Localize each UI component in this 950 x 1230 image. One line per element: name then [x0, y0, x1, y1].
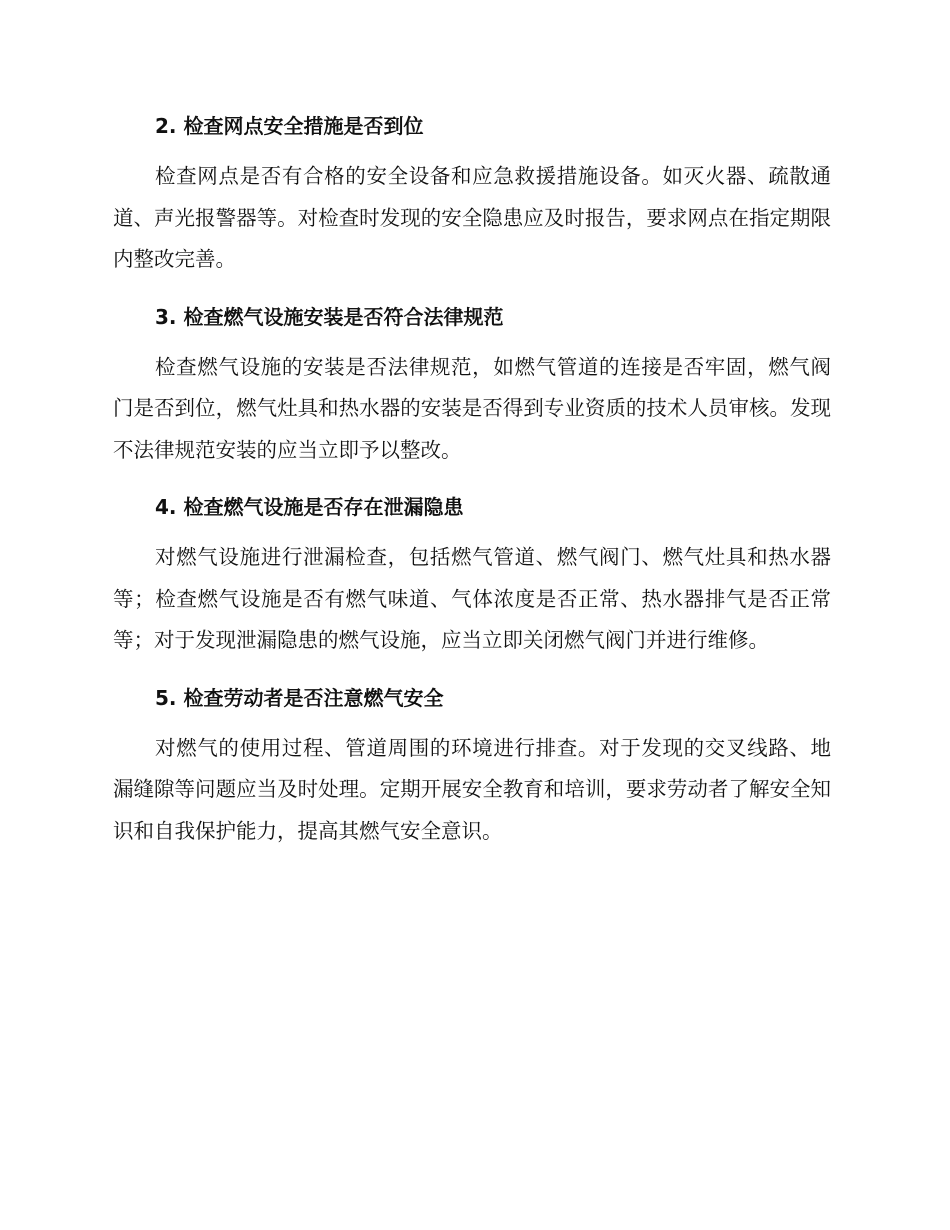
section-paragraph: 检查燃气设施的安装是否法律规范，如燃气管道的连接是否牢固，燃气阀门是否到位，燃气灶具和热水器的安装是否得到专业资质的技术人员审核。发现不法律规范安装的应当立即予以整改。	[113, 354, 831, 462]
section-heading: 4. 检查燃气设施是否存在泄漏隐患	[155, 495, 464, 519]
section-installation-compliance	[113, 301, 831, 472]
section-network-safety	[113, 110, 831, 281]
section-heading: 5. 检查劳动者是否注意燃气安全	[155, 685, 444, 710]
section-paragraph: 对燃气设施进行泄漏检查，包括燃气管道、燃气阀门、燃气灶具和热水器等；检查燃气设施是否有燃气味道、气体浓度是否正常、热水器排气是否正常等；对于发现泄漏隐患的燃气设施，应当立即关闭燃气阀门并进行维修。	[113, 545, 831, 652]
section-heading: 2. 检查网点安全措施是否到位	[155, 114, 424, 138]
section-heading: 3. 检查燃气设施安装是否符合法律规范	[155, 304, 504, 329]
section-paragraph: 对燃气的使用过程、管道周围的环境进行排查。对于发现的交叉线路、地漏缝隙等问题应当及时处理。定期开展安全教育和培训，要求劳动者了解安全知识和自我保护能力，提高其燃气安全意识。	[113, 735, 831, 843]
section-paragraph: 检查网点是否有合格的安全设备和应急救援措施设备。如灭火器、疏散通道、声光报警器等。对检查时发现的安全隐患应及时报告，要求网点在指定期限内整改完善。	[113, 164, 831, 271]
document-body	[113, 110, 831, 872]
section-worker-awareness	[113, 682, 831, 853]
section-leak-hazards	[113, 491, 831, 662]
